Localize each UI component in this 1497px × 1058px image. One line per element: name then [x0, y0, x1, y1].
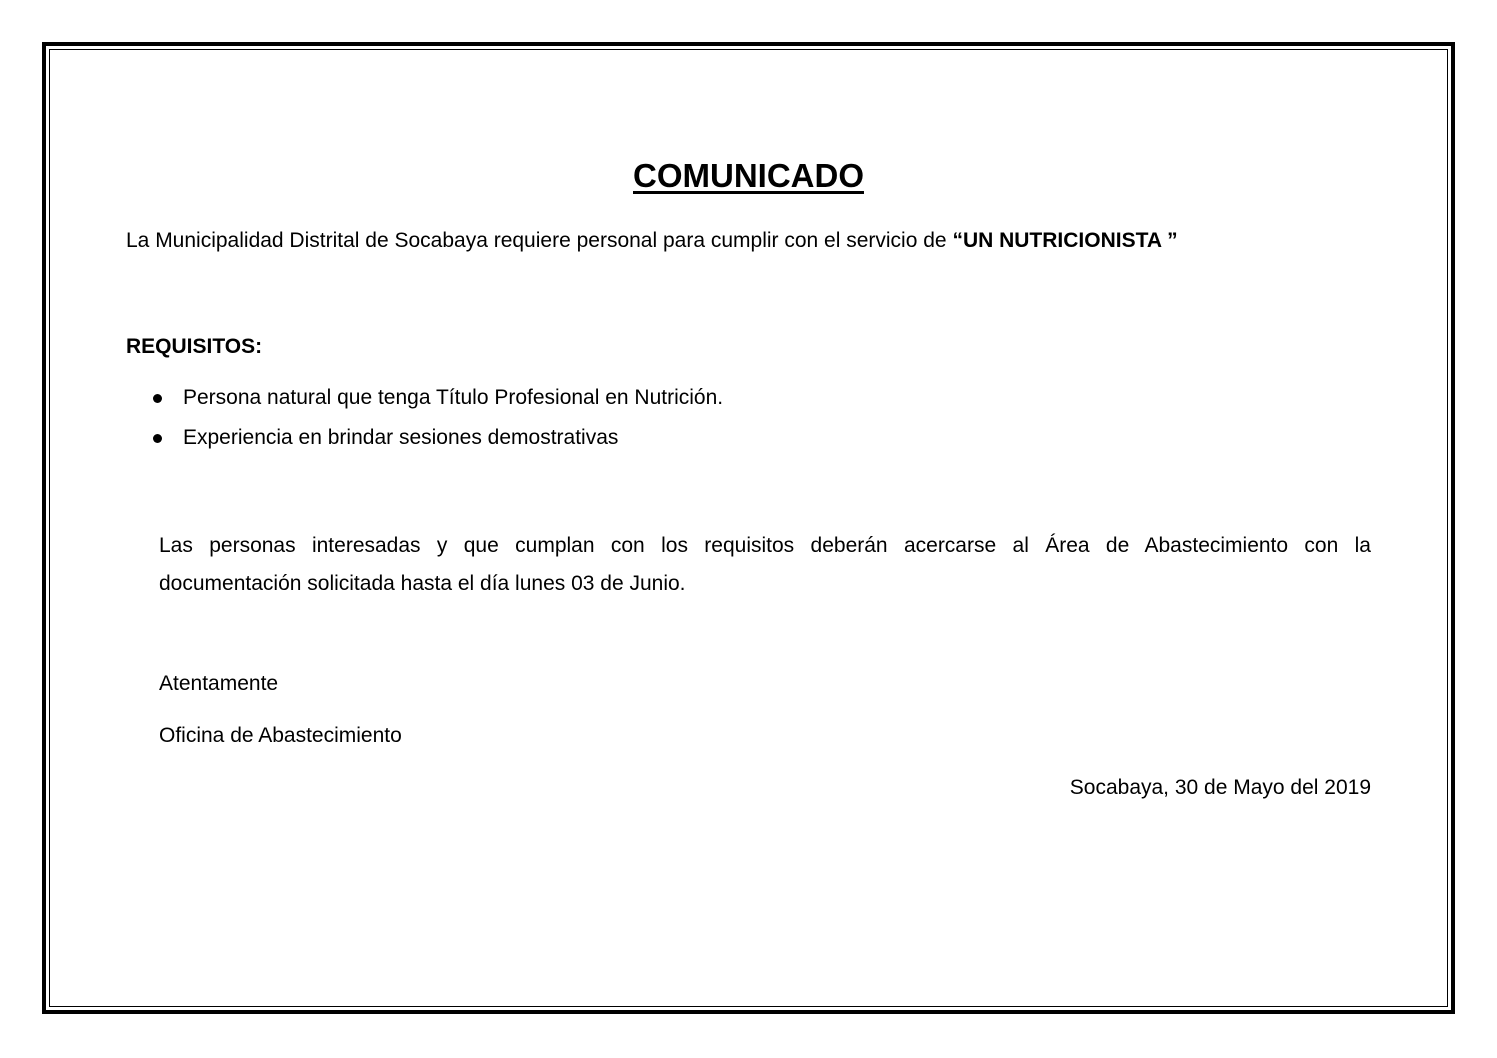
body-paragraph-line-2: documentación solicitada hasta el día lunes 03 de Junio.: [159, 572, 686, 595]
intro-service-name: “UN NUTRICIONISTA ”: [952, 229, 1178, 252]
requirement-text: Experiencia en brindar sesiones demostrativas: [183, 426, 619, 449]
requirements-heading: REQUISITOS:: [126, 335, 263, 358]
body-paragraph-line-1: Las personas interesadas y que cumplan con los requisitos deberán acercarse al Área de Abastecimiento con la: [159, 534, 1371, 557]
requirement-item: [150, 385, 723, 411]
document-title: COMUNICADO: [633, 157, 864, 194]
requirement-item: [150, 425, 618, 451]
date-location: Socabaya, 30 de Mayo del 2019: [1069, 776, 1371, 799]
bullet-icon: [153, 434, 162, 443]
closing-salutation: Atentamente: [159, 672, 279, 695]
bullet-icon: [153, 394, 162, 403]
intro-paragraph: [126, 228, 1178, 254]
requirement-text: Persona natural que tenga Título Profesional en Nutrición.: [183, 386, 724, 409]
signing-office: Oficina de Abastecimiento: [159, 724, 402, 747]
intro-text: La Municipalidad Distrital de Socabaya requiere personal para cumplir con el servicio de: [126, 229, 953, 252]
